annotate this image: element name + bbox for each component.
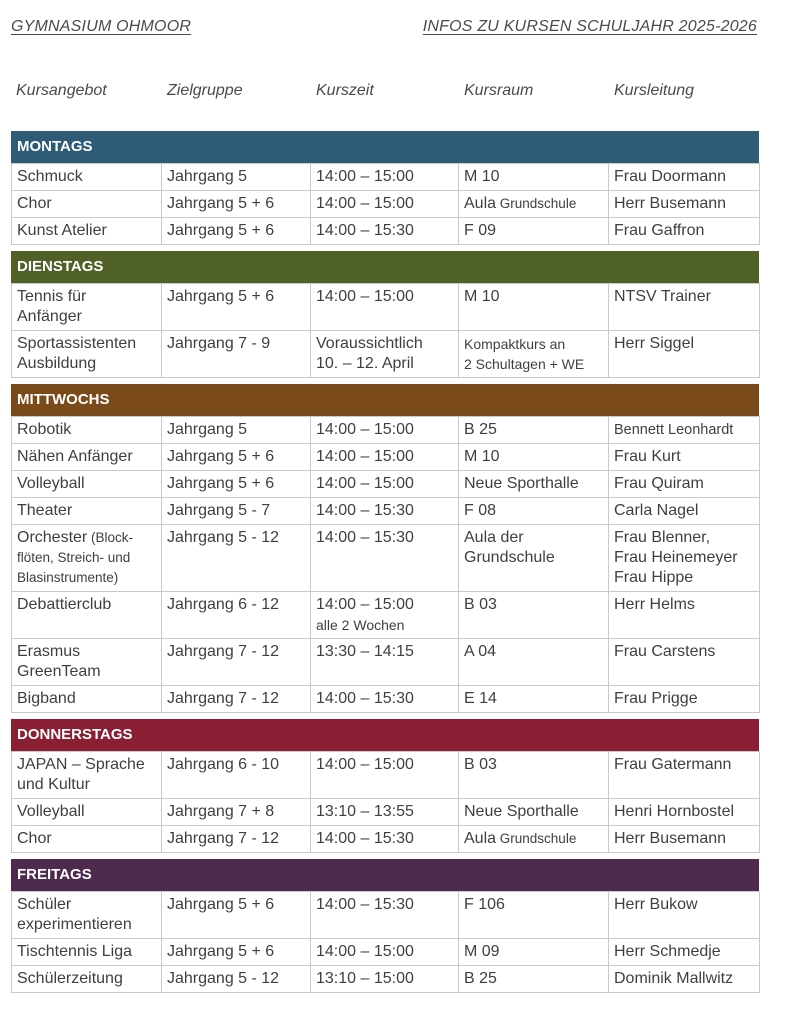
course-name: Nähen Anfänger	[12, 444, 162, 471]
document-title: INFOS ZU KURSEN SCHULJAHR 2025-2026	[422, 18, 757, 35]
table-row	[12, 218, 760, 245]
target-group: Jahrgang 5 - 12	[162, 966, 311, 993]
course-name: Schüler experimentieren	[12, 892, 162, 939]
course-schedule	[11, 131, 759, 999]
day-section-freitags	[11, 859, 759, 993]
course-time: 14:00 – 15:00	[311, 444, 459, 471]
target-group: Jahrgang 5 + 6	[162, 444, 311, 471]
course-room: M 10	[459, 164, 609, 191]
course-name: Theater	[12, 498, 162, 525]
course-name: Tischtennis Liga	[12, 939, 162, 966]
target-group: Jahrgang 5 + 6	[162, 191, 311, 218]
course-name: Chor	[12, 826, 162, 853]
table-row	[12, 966, 760, 993]
course-leader: Herr Bukow	[609, 892, 760, 939]
course-name: Bigband	[12, 686, 162, 713]
course-room: M 09	[459, 939, 609, 966]
table-row	[12, 498, 760, 525]
table-row	[12, 191, 760, 218]
target-group: Jahrgang 5 + 6	[162, 892, 311, 939]
table-row	[12, 471, 760, 498]
table-row	[12, 284, 760, 331]
course-name: Debattierclub	[12, 592, 162, 639]
course-table	[11, 891, 760, 993]
table-row	[12, 525, 760, 592]
course-leader: Dominik Mallwitz	[609, 966, 760, 993]
room-detail: Grundschule	[496, 196, 577, 211]
course-time: 14:00 – 15:00	[311, 417, 459, 444]
course-time: 14:00 – 15:00 alle 2 Wochen	[311, 592, 459, 639]
course-room: M 10	[459, 284, 609, 331]
course-room: M 10	[459, 444, 609, 471]
target-group: Jahrgang 7 - 9	[162, 331, 311, 378]
course-room: Aula Grundschule	[459, 191, 609, 218]
day-section-donnerstags	[11, 719, 759, 853]
column-header-time: Kurszeit	[316, 82, 374, 99]
page-header	[11, 18, 757, 42]
course-time: 13:10 – 13:55	[311, 799, 459, 826]
day-section-montags	[11, 131, 759, 245]
column-header-leader: Kursleitung	[614, 82, 695, 99]
course-room: A 04	[459, 639, 609, 686]
course-time: 14:00 – 15:30	[311, 892, 459, 939]
target-group: Jahrgang 6 - 10	[162, 752, 311, 799]
course-name: Sportassistenten Ausbildung	[12, 331, 162, 378]
course-time: 14:00 – 15:30	[311, 686, 459, 713]
course-room: F 08	[459, 498, 609, 525]
day-header: DONNERSTAGS	[11, 719, 759, 751]
target-group: Jahrgang 6 - 12	[162, 592, 311, 639]
target-group: Jahrgang 5 + 6	[162, 284, 311, 331]
course-leader: Bennett Leonhardt	[609, 417, 760, 444]
course-table	[11, 163, 760, 245]
table-row	[12, 826, 760, 853]
course-table	[11, 751, 760, 853]
target-group: Jahrgang 5 + 6	[162, 218, 311, 245]
table-row	[12, 752, 760, 799]
course-time: 14:00 – 15:00	[311, 752, 459, 799]
course-room: B 25	[459, 966, 609, 993]
target-group: Jahrgang 7 - 12	[162, 686, 311, 713]
course-name: Chor	[12, 191, 162, 218]
course-leader: Frau Carstens	[609, 639, 760, 686]
column-headers	[11, 82, 757, 106]
course-name: Tennis für Anfänger	[12, 284, 162, 331]
course-time: 14:00 – 15:30	[311, 525, 459, 592]
time-note: alle 2 Wochen	[316, 617, 405, 633]
course-leader: Frau Doormann	[609, 164, 760, 191]
table-row	[12, 639, 760, 686]
course-leader: Frau Quiram	[609, 471, 760, 498]
target-group: Jahrgang 5 - 12	[162, 525, 311, 592]
table-row	[12, 686, 760, 713]
day-section-mittwochs	[11, 384, 759, 713]
room-detail: Grundschule	[496, 831, 577, 846]
course-name: Schülerzeitung	[12, 966, 162, 993]
table-row	[12, 799, 760, 826]
target-group: Jahrgang 5 - 7	[162, 498, 311, 525]
target-group: Jahrgang 5	[162, 164, 311, 191]
course-time: 14:00 – 15:00	[311, 284, 459, 331]
target-group: Jahrgang 5 + 6	[162, 939, 311, 966]
course-leader: Henri Hornbostel	[609, 799, 760, 826]
course-room: Neue Sporthalle	[459, 471, 609, 498]
day-section-dienstags	[11, 251, 759, 378]
course-leader: Frau Blenner, Frau Heinemeyer Frau Hippe	[609, 525, 760, 592]
course-time: 14:00 – 15:00	[311, 939, 459, 966]
target-group: Jahrgang 7 - 12	[162, 639, 311, 686]
column-header-course: Kursangebot	[16, 82, 107, 99]
course-leader: NTSV Trainer	[609, 284, 760, 331]
table-row	[12, 444, 760, 471]
course-room: F 09	[459, 218, 609, 245]
course-table	[11, 283, 760, 378]
course-time: 14:00 – 15:30	[311, 218, 459, 245]
course-leader: Frau Gatermann	[609, 752, 760, 799]
course-time: 13:30 – 14:15	[311, 639, 459, 686]
course-time: 14:00 – 15:00	[311, 164, 459, 191]
column-header-room: Kursraum	[464, 82, 534, 99]
table-row	[12, 592, 760, 639]
table-row	[12, 417, 760, 444]
course-leader: Herr Helms	[609, 592, 760, 639]
course-name: Robotik	[12, 417, 162, 444]
target-group: Jahrgang 7 - 12	[162, 826, 311, 853]
course-name: Erasmus GreenTeam	[12, 639, 162, 686]
course-room: B 25	[459, 417, 609, 444]
course-leader: Herr Busemann	[609, 191, 760, 218]
course-room: B 03	[459, 752, 609, 799]
table-row	[12, 164, 760, 191]
day-header: MONTAGS	[11, 131, 759, 163]
table-row	[12, 331, 760, 378]
course-time: 14:00 – 15:00	[311, 471, 459, 498]
course-detail: (Block- flöten, Streich- und Blasinstrumente)	[17, 530, 134, 585]
course-leader: Frau Gaffron	[609, 218, 760, 245]
course-room: E 14	[459, 686, 609, 713]
course-name: JAPAN – Sprache und Kultur	[12, 752, 162, 799]
course-name: Volleyball	[12, 799, 162, 826]
course-name: Schmuck	[12, 164, 162, 191]
school-name: GYMNASIUM OHMOOR	[11, 18, 192, 35]
course-leader: Herr Siggel	[609, 331, 760, 378]
course-room: Aula Grundschule	[459, 826, 609, 853]
course-room: F 106	[459, 892, 609, 939]
course-name: Orchester (Block- flöten, Streich- und Blasinstrumente)	[12, 525, 162, 592]
target-group: Jahrgang 5 + 6	[162, 471, 311, 498]
day-header: FREITAGS	[11, 859, 759, 891]
target-group: Jahrgang 7 + 8	[162, 799, 311, 826]
course-time: Voraussichtlich 10. – 12. April	[311, 331, 459, 378]
course-time: 14:00 – 15:30	[311, 498, 459, 525]
table-row	[12, 939, 760, 966]
day-header: DIENSTAGS	[11, 251, 759, 283]
column-header-target-group: Zielgruppe	[167, 82, 243, 99]
target-group: Jahrgang 5	[162, 417, 311, 444]
course-table	[11, 416, 760, 713]
course-leader: Frau Prigge	[609, 686, 760, 713]
course-time: 14:00 – 15:00	[311, 191, 459, 218]
course-room: B 03	[459, 592, 609, 639]
course-name: Kunst Atelier	[12, 218, 162, 245]
course-leader: Herr Busemann	[609, 826, 760, 853]
course-time: 13:10 – 15:00	[311, 966, 459, 993]
course-room: Neue Sporthalle	[459, 799, 609, 826]
course-room: Kompaktkurs an 2 Schultagen + WE	[459, 331, 609, 378]
course-time: 14:00 – 15:30	[311, 826, 459, 853]
course-leader: Carla Nagel	[609, 498, 760, 525]
course-leader: Herr Schmedje	[609, 939, 760, 966]
day-header: MITTWOCHS	[11, 384, 759, 416]
course-name: Volleyball	[12, 471, 162, 498]
table-row	[12, 892, 760, 939]
course-leader: Frau Kurt	[609, 444, 760, 471]
course-room: Aula der Grundschule	[459, 525, 609, 592]
